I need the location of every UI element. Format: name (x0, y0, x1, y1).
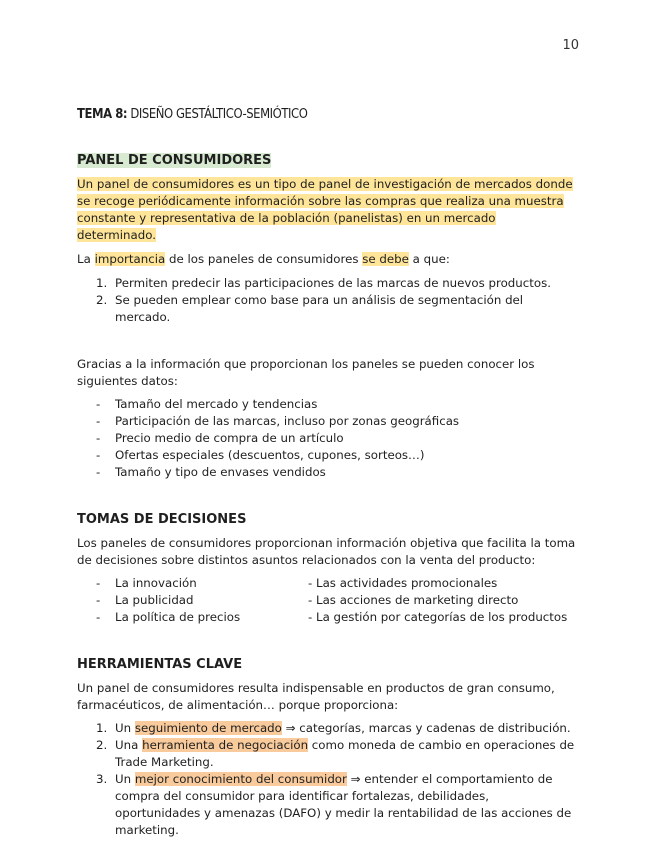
list-dash: - (96, 610, 101, 624)
importance-highlight-1: importancia (94, 252, 166, 266)
page-number: 10 (562, 38, 579, 53)
panel-definition (77, 176, 577, 244)
list-item (77, 720, 577, 737)
list-item-text: Tamaño del mercado y tendencias (115, 397, 318, 411)
list-item-text: Se pueden emplear como base para un análisis de segmentación del mercado. (115, 293, 524, 324)
herramientas-list (77, 720, 577, 839)
list-item-text: Permiten predecir las participaciones de las marcas de nuevos productos. (115, 276, 551, 290)
section-heading-herramientas: HERRAMIENTAS CLAVE (77, 657, 243, 672)
importance-text-3: a que: (408, 252, 450, 266)
list-item (77, 464, 577, 481)
list-item (77, 592, 577, 609)
list-number: 3. (96, 772, 108, 786)
list-item-highlight: seguimiento de mercado (134, 721, 282, 735)
list-dash: - (96, 465, 101, 479)
data-list (77, 396, 577, 481)
list-dash: - (96, 397, 101, 411)
section-heading-panel (77, 152, 577, 169)
page-content (77, 106, 577, 839)
list-item (77, 737, 577, 771)
list-item-text: Precio medio de compra de un artículo (115, 431, 344, 445)
list-item-text: ⇒ categorías, marcas y cadenas de distribución. (281, 721, 571, 735)
data-intro: Gracias a la información que proporcionan los paneles se pueden conocer los siguientes datos: (77, 357, 535, 388)
list-item-text: La política de precios (115, 610, 241, 624)
herramientas-intro: Un panel de consumidores resulta indispensable en productos de gran consumo, farmacéuticos, de alimentación… porque proporciona: (77, 681, 555, 712)
topic-title (77, 106, 507, 123)
topic-number: TEMA 8: (77, 106, 128, 122)
list-item-text-right: - La gestión por categorías de los productos (308, 610, 568, 624)
list-item-text: Ofertas especiales (descuentos, cupones, sorteos…) (115, 448, 425, 462)
list-item-text: La innovación (115, 576, 197, 590)
list-dash: - (96, 414, 101, 428)
list-dash: - (96, 593, 101, 607)
list-dash: - (96, 448, 101, 462)
list-item-text: ⇒ entender el comportamiento de compra del consumidor para identificar fortalezas, debilidades, oportunidades y amenazas (DAFO) y medir la rentabilidad de las acciones de marketing. (115, 772, 572, 837)
list-item-text: Participación de las marcas, incluso por zonas geográficas (115, 414, 460, 428)
topic-name: DISEÑO GESTÁLTICO-SEMIÓTICO (127, 106, 308, 122)
list-number: 1. (96, 721, 108, 735)
list-item-text: Un (115, 721, 135, 735)
list-item-highlight: mejor conocimiento del consumidor (134, 772, 347, 786)
list-item-highlight: herramienta de negociación (142, 738, 309, 752)
decisiones-list (77, 575, 577, 626)
list-item-text: Un (115, 772, 135, 786)
importance-text-2: de los paneles de consumidores (165, 252, 363, 266)
section-heading-panel-text: PANEL DE CONSUMIDORES (77, 153, 272, 168)
list-item (77, 575, 577, 592)
decisiones-intro: Los paneles de consumidores proporcionan información objetiva que facilita la toma de decisiones sobre distintos asuntos relacionados con la venta del producto: (77, 536, 576, 567)
importance-highlight-2: se debe (362, 252, 409, 266)
list-item-text: como moneda de cambio en operaciones de Trade Marketing. (115, 738, 575, 769)
list-item (77, 413, 577, 430)
reasons-list (77, 275, 577, 326)
list-item (77, 609, 577, 626)
importance-paragraph (77, 251, 577, 268)
list-dash: - (96, 576, 101, 590)
list-item (77, 771, 577, 839)
list-number: 2. (96, 293, 108, 307)
list-item (77, 275, 577, 292)
importance-text-1: La (77, 252, 95, 266)
list-item-text-right: - Las actividades promocionales (308, 576, 498, 590)
list-dash: - (96, 431, 101, 445)
list-item (77, 292, 577, 326)
list-item (77, 396, 577, 413)
list-item-text: Tamaño y tipo de envases vendidos (115, 465, 326, 479)
list-item (77, 430, 577, 447)
list-number: 2. (96, 738, 108, 752)
list-number: 1. (96, 276, 108, 290)
list-item-text: La publicidad (115, 593, 194, 607)
list-item (77, 447, 577, 464)
panel-definition-text: Un panel de consumidores es un tipo de panel de investigación de mercados donde se recoge periódicamente información sobre las compras que realiza una muestra constante y representativa de la población (panelistas) en un mercado determinado. (77, 177, 573, 242)
list-item-text-right: - Las acciones de marketing directo (308, 593, 519, 607)
list-item-text: Una (115, 738, 143, 752)
section-heading-decisiones: TOMAS DE DECISIONES (77, 512, 247, 527)
